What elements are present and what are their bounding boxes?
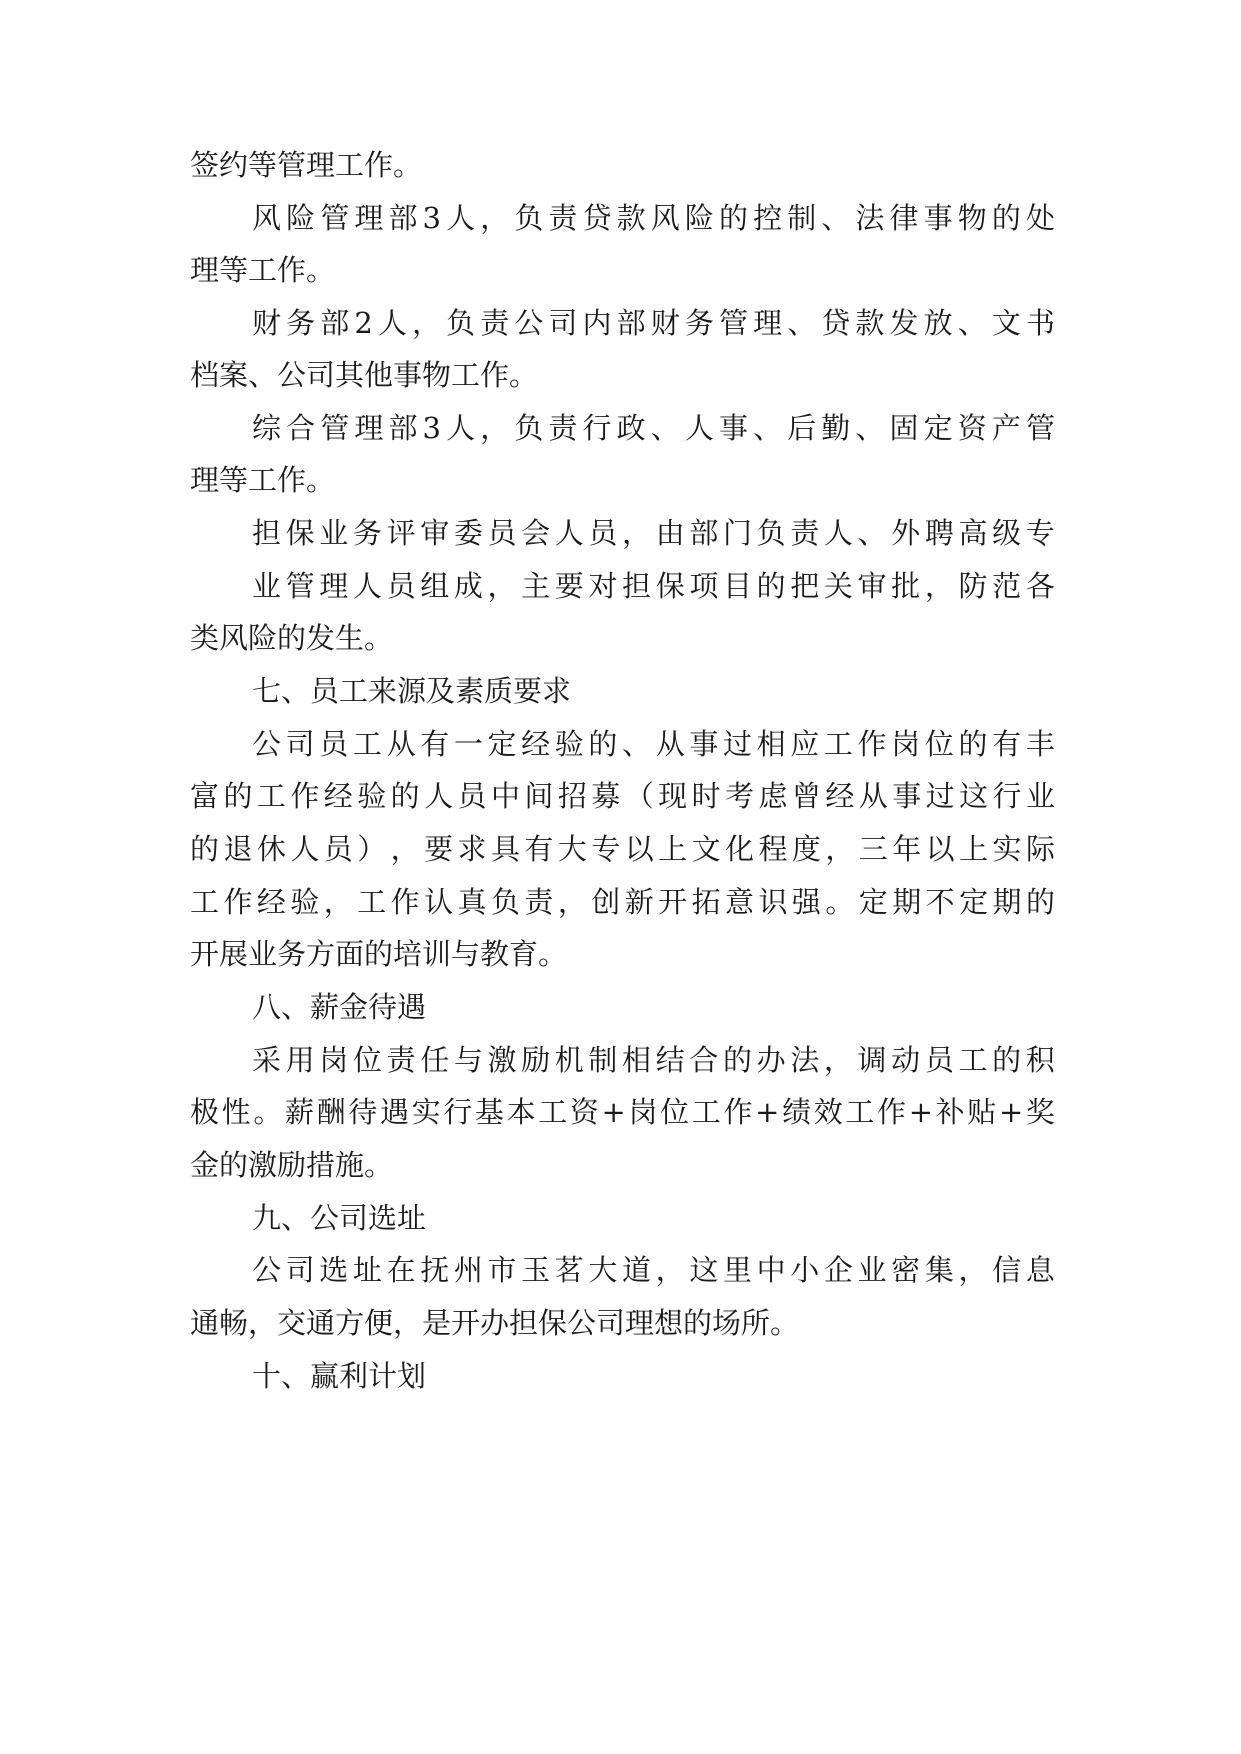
text-line: 公 司 选 址 在 抚 州 市 玉 茗 大 道 ， 这 里 中 小 企 业 密 集 ， 信 息 bbox=[252, 1253, 1055, 1287]
section-heading: 十、赢利计划 bbox=[252, 1359, 427, 1393]
text-line: 综 合 管 理 部 3 人 ， 负 责 行 政 、 人 事 、 后 勤 、 固 定 资 产 管 bbox=[252, 411, 1055, 445]
section-heading: 七、员工来源及素质要求 bbox=[252, 674, 572, 708]
text-line: 类风险的发生。 bbox=[190, 621, 394, 655]
text-line: 金的激励措施。 bbox=[190, 1148, 394, 1182]
text-line: 业 管 理 人 员 组 成 ， 主 要 对 担 保 项 目 的 把 关 审 批 ， 防 范 各 bbox=[252, 569, 1055, 603]
text-line: 极 性 。 薪 酬 待 遇 实 行 基 本 工 资 + 岗 位 工 作 + 绩 效 工 作 + 补 贴 + 奖 bbox=[190, 1095, 1055, 1129]
text-line: 工 作 经 验 ， 工 作 认 真 负 责 ， 创 新 开 拓 意 识 强 。 定 期 不 定 期 的 bbox=[190, 885, 1055, 919]
text-line: 公 司 员 工 从 有 一 定 经 验 的 、 从 事 过 相 应 工 作 岗 位 的 有 丰 bbox=[252, 727, 1055, 761]
text-line: 风 险 管 理 部 3 人 ， 负 责 贷 款 风 险 的 控 制 、 法 律 事 物 的 处 bbox=[252, 201, 1055, 235]
section-heading: 八、薪金待遇 bbox=[252, 990, 427, 1024]
text-line: 富 的 工 作 经 验 的 人 员 中 间 招 募 （ 现 时 考 虑 曾 经 从 事 过 这 行 业 bbox=[190, 779, 1055, 813]
text-line: 理等工作。 bbox=[190, 463, 336, 497]
section-heading: 九、公司选址 bbox=[252, 1201, 427, 1235]
text-line: 开展业务方面的培训与教育。 bbox=[190, 937, 568, 971]
text-line: 签约等管理工作。 bbox=[190, 148, 423, 182]
text-line: 担 保 业 务 评 审 委 员 会 人 员 ， 由 部 门 负 责 人 、 外 聘 高 级 专 bbox=[252, 516, 1055, 550]
text-line: 档案、公司其他事物工作。 bbox=[190, 358, 539, 392]
text-line: 财 务 部 2 人 ， 负 责 公 司 内 部 财 务 管 理 、 贷 款 发 放 、 文 书 bbox=[252, 306, 1055, 340]
text-line: 通畅，交通方便，是开办担保公司理想的场所。 bbox=[190, 1306, 800, 1340]
text-line: 采 用 岗 位 责 任 与 激 励 机 制 相 结 合 的 办 法 ， 调 动 员 工 的 积 bbox=[252, 1043, 1055, 1077]
text-line: 的 退 休 人 员 ） ， 要 求 具 有 大 专 以 上 文 化 程 度 ， 三 年 以 上 实 际 bbox=[190, 832, 1055, 866]
text-line: 理等工作。 bbox=[190, 253, 336, 287]
